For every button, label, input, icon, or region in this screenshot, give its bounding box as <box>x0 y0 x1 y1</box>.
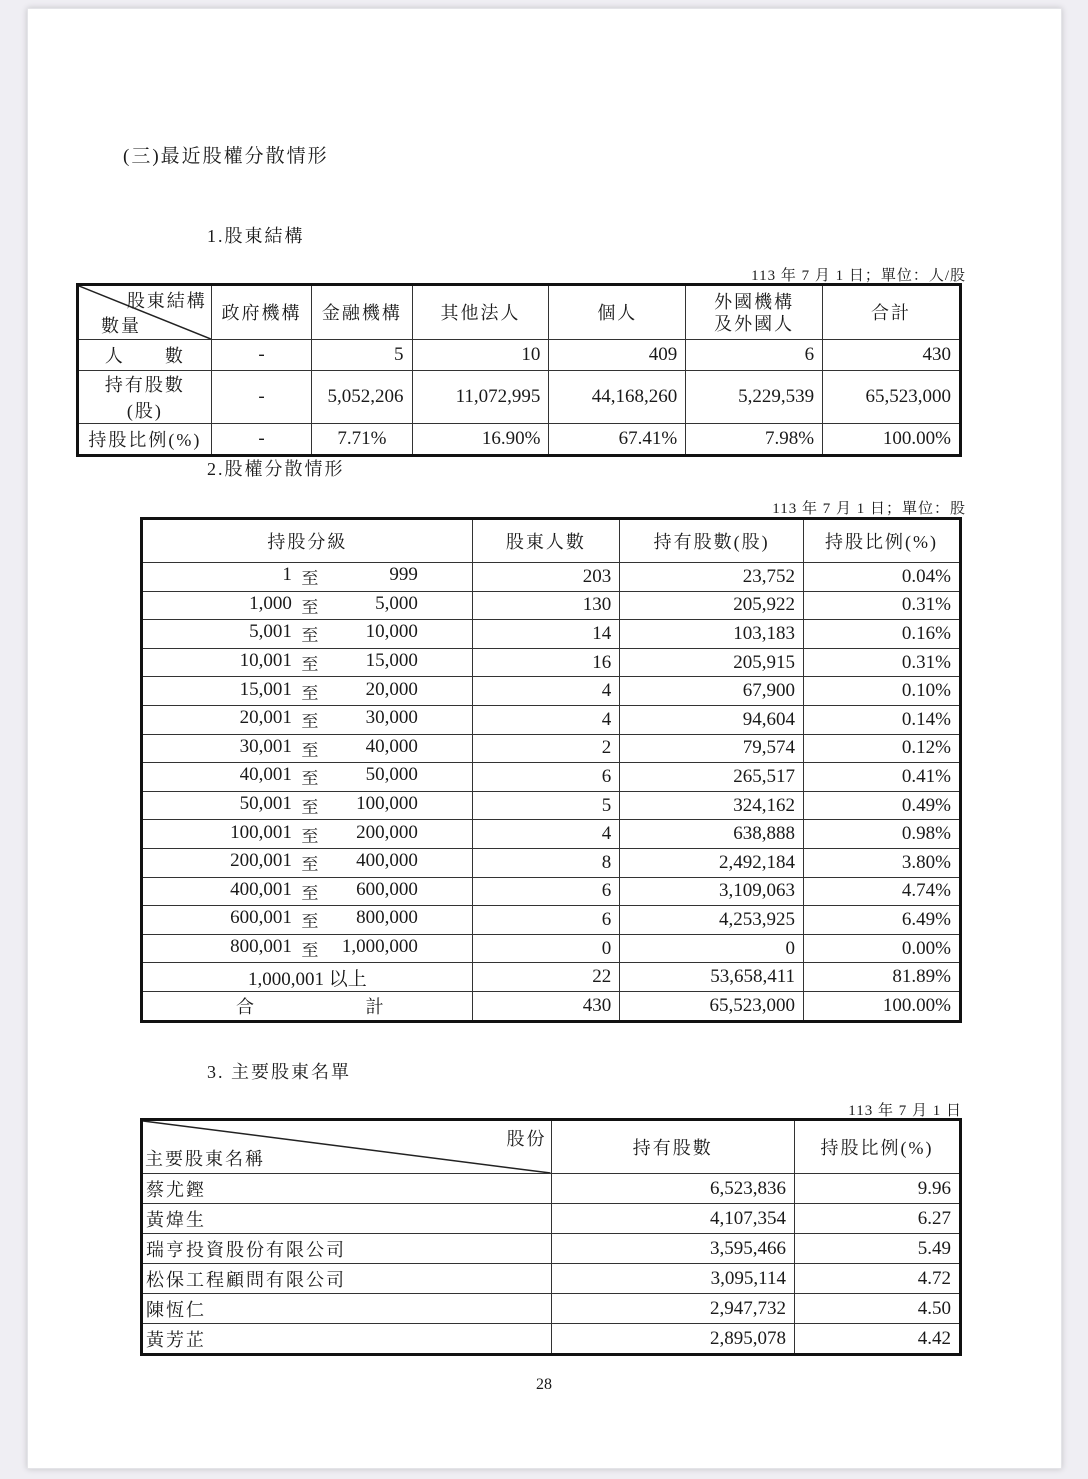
holders-cell: 6 <box>472 906 620 935</box>
table-row <box>142 734 961 763</box>
pct-cell: 0.16% <box>804 620 961 649</box>
shares-cell: 205,922 <box>620 591 804 620</box>
holders-cell: 8 <box>472 848 620 877</box>
col-header: 持有股數 <box>551 1120 794 1174</box>
major-note: 113 年 7 月 1 日 <box>848 1103 962 1119</box>
table-row <box>142 934 961 963</box>
cell: 5,052,206 <box>312 371 412 424</box>
shares-cell: 65,523,000 <box>620 991 804 1021</box>
pct-cell: 4.50 <box>794 1294 960 1324</box>
range-from: 600,001 <box>230 907 292 929</box>
shareholder-name: 瑞亨投資股份有限公司 <box>142 1234 552 1264</box>
row-label: 持有股數(股) <box>78 371 212 424</box>
col-header: 個人 <box>549 285 686 340</box>
dispersion-heading: 2.股權分散情形 <box>207 459 345 479</box>
shares-cell: 3,595,466 <box>551 1234 794 1264</box>
table-row <box>78 340 961 371</box>
shares-cell: 67,900 <box>620 677 804 706</box>
shares-cell: 2,492,184 <box>620 848 804 877</box>
range-from: 50,001 <box>239 793 292 815</box>
range-from: 1 <box>282 564 292 586</box>
range-separator: 至 <box>301 712 319 732</box>
cell: 65,523,000 <box>823 371 961 424</box>
holders-cell: 6 <box>472 763 620 792</box>
range-from: 10,001 <box>239 650 292 672</box>
cell: 5 <box>312 340 412 371</box>
table-row <box>142 620 961 649</box>
shares-cell: 4,253,925 <box>620 906 804 935</box>
pct-cell: 0.10% <box>804 677 961 706</box>
shareholder-name: 黃煒生 <box>142 1204 552 1234</box>
range-to: 600,000 <box>356 878 418 900</box>
cell: - <box>211 371 311 424</box>
table-row <box>142 648 961 677</box>
range-separator: 至 <box>301 626 319 646</box>
range-cell <box>142 648 473 677</box>
table-row <box>142 563 961 592</box>
shares-cell: 53,658,411 <box>620 963 804 992</box>
shares-cell: 3,109,063 <box>620 877 804 906</box>
shares-cell: 23,752 <box>620 563 804 592</box>
cell: - <box>211 424 311 456</box>
cell: 7.98% <box>686 424 823 456</box>
range-cell <box>142 763 473 792</box>
pct-cell: 0.41% <box>804 763 961 792</box>
pct-cell: 100.00% <box>804 991 961 1021</box>
range-separator: 至 <box>301 769 319 789</box>
range-to: 800,000 <box>356 907 418 929</box>
holders-cell: 4 <box>472 677 620 706</box>
col-header: 其他法人 <box>412 285 549 340</box>
col-header: 股東人數 <box>472 519 620 563</box>
shares-cell: 324,162 <box>620 791 804 820</box>
corner-bottom-label: 數量 <box>101 316 141 336</box>
range-from: 200,001 <box>230 850 292 872</box>
shares-cell: 79,574 <box>620 734 804 763</box>
range-to: 20,000 <box>365 678 418 700</box>
col-header <box>686 285 823 340</box>
pct-cell: 9.96 <box>794 1174 960 1204</box>
range-from: 20,001 <box>239 707 292 729</box>
holders-cell: 5 <box>472 791 620 820</box>
range-cell: 1,000,001 以上 <box>142 963 473 992</box>
corner-cell <box>142 1120 552 1174</box>
table-row <box>142 1204 961 1234</box>
cell: 44,168,260 <box>549 371 686 424</box>
shareholder-name: 蔡尤鏗 <box>142 1174 552 1204</box>
row-label: 持股比例(%) <box>78 424 212 456</box>
range-separator: 至 <box>301 683 319 703</box>
structure-note: 113 年 7 月 1 日；單位：人/股 <box>751 268 966 284</box>
corner-bottom-label: 主要股東名稱 <box>145 1149 265 1169</box>
table-row <box>142 1174 961 1204</box>
range-from: 800,001 <box>230 936 292 958</box>
dispersion-note: 113 年 7 月 1 日；單位：股 <box>772 501 966 517</box>
holders-cell: 0 <box>472 934 620 963</box>
range-cell <box>142 591 473 620</box>
pct-cell: 0.31% <box>804 648 961 677</box>
shares-cell: 103,183 <box>620 620 804 649</box>
col-header: 政府機構 <box>211 285 311 340</box>
range-from: 100,001 <box>230 821 292 843</box>
range-cell <box>142 734 473 763</box>
shares-cell: 2,947,732 <box>551 1294 794 1324</box>
holders-cell: 16 <box>472 648 620 677</box>
range-to: 999 <box>389 564 418 586</box>
table-row <box>142 877 961 906</box>
range-from: 5,001 <box>249 621 292 643</box>
shareholder-name: 黃芳芷 <box>142 1324 552 1355</box>
table-row <box>142 705 961 734</box>
col-header: 金融機構 <box>312 285 412 340</box>
range-to: 10,000 <box>365 621 418 643</box>
cell: 5,229,539 <box>686 371 823 424</box>
cell: 7.71% <box>312 424 412 456</box>
pct-cell: 3.80% <box>804 848 961 877</box>
range-separator: 至 <box>301 912 319 932</box>
range-cell <box>142 791 473 820</box>
range-separator: 至 <box>301 655 319 675</box>
col-header: 持有股數(股) <box>620 519 804 563</box>
cell: 67.41% <box>549 424 686 456</box>
range-separator: 至 <box>301 855 319 875</box>
total-label <box>142 991 473 1021</box>
range-from: 40,001 <box>239 764 292 786</box>
corner-top-label: 股份 <box>506 1129 547 1149</box>
range-cell <box>142 677 473 706</box>
pct-cell: 0.98% <box>804 820 961 849</box>
pct-cell: 0.14% <box>804 705 961 734</box>
cell: 430 <box>823 340 961 371</box>
range-to: 40,000 <box>365 735 418 757</box>
table-row <box>142 591 961 620</box>
holders-cell: 430 <box>472 991 620 1021</box>
holders-cell: 203 <box>472 563 620 592</box>
range-cell <box>142 563 473 592</box>
corner-top-label: 股東結構 <box>126 291 207 311</box>
table-row <box>142 763 961 792</box>
range-separator: 至 <box>301 941 319 961</box>
range-separator: 至 <box>301 798 319 818</box>
holders-cell: 4 <box>472 820 620 849</box>
table-row <box>142 791 961 820</box>
cell: 6 <box>686 340 823 371</box>
shares-cell: 205,915 <box>620 648 804 677</box>
pct-cell: 4.72 <box>794 1264 960 1294</box>
col-header: 持股比例(%) <box>794 1120 960 1174</box>
range-to: 15,000 <box>365 650 418 672</box>
pct-cell: 0.31% <box>804 591 961 620</box>
shares-cell: 265,517 <box>620 763 804 792</box>
range-to: 30,000 <box>365 707 418 729</box>
pct-cell: 6.27 <box>794 1204 960 1234</box>
structure-heading: 1.股東結構 <box>207 226 305 246</box>
holders-cell: 22 <box>472 963 620 992</box>
range-to: 5,000 <box>375 592 418 614</box>
shares-cell: 2,895,078 <box>551 1324 794 1355</box>
range-to: 50,000 <box>365 764 418 786</box>
shares-cell: 3,095,114 <box>551 1264 794 1294</box>
range-cell <box>142 848 473 877</box>
table-row <box>142 963 961 992</box>
range-to: 1,000,000 <box>341 936 418 958</box>
table-row <box>142 1234 961 1264</box>
cell: 409 <box>549 340 686 371</box>
total-row <box>142 991 961 1021</box>
col-header: 持股比例(%) <box>804 519 961 563</box>
major-shareholders-table <box>140 1118 962 1356</box>
shares-cell: 638,888 <box>620 820 804 849</box>
total-label-right: 計 <box>365 996 384 1017</box>
range-separator: 至 <box>301 569 319 589</box>
table-header-row <box>142 519 961 563</box>
shares-cell: 0 <box>620 934 804 963</box>
range-separator: 至 <box>301 740 319 760</box>
pct-cell: 5.49 <box>794 1234 960 1264</box>
range-separator: 至 <box>301 826 319 846</box>
cell: 100.00% <box>823 424 961 456</box>
page-number: 28 <box>536 1376 552 1393</box>
table-row <box>142 1324 961 1355</box>
major-heading: 3. 主要股東名單 <box>207 1062 351 1082</box>
cell: 10 <box>412 340 549 371</box>
shares-cell: 94,604 <box>620 705 804 734</box>
pct-cell: 0.12% <box>804 734 961 763</box>
holders-cell: 4 <box>472 705 620 734</box>
holders-cell: 14 <box>472 620 620 649</box>
range-cell <box>142 877 473 906</box>
pct-cell: 0.00% <box>804 934 961 963</box>
range-from: 15,001 <box>239 678 292 700</box>
range-from: 1,000 <box>249 592 292 614</box>
range-to: 400,000 <box>356 850 418 872</box>
range-cell <box>142 620 473 649</box>
holders-cell: 2 <box>472 734 620 763</box>
table-row <box>142 906 961 935</box>
col-header-line: 及外國人 <box>714 313 795 334</box>
cell: - <box>211 340 311 371</box>
pct-cell: 4.74% <box>804 877 961 906</box>
shareholder-structure-table <box>76 283 962 457</box>
range-to: 200,000 <box>356 821 418 843</box>
table-row <box>142 1294 961 1324</box>
range-cell <box>142 705 473 734</box>
range-cell <box>142 906 473 935</box>
total-label-left: 合 <box>236 996 254 1017</box>
table-row <box>142 848 961 877</box>
pct-cell: 4.42 <box>794 1324 960 1355</box>
range-from: 400,001 <box>230 878 292 900</box>
table-row <box>78 371 961 424</box>
table-header-row <box>142 1120 961 1174</box>
range-separator: 至 <box>301 597 319 617</box>
pct-cell: 0.49% <box>804 791 961 820</box>
shareholder-name: 松保工程顧問有限公司 <box>142 1264 552 1294</box>
pct-cell: 6.49% <box>804 906 961 935</box>
table-row <box>142 820 961 849</box>
cell: 16.90% <box>412 424 549 456</box>
shares-cell: 6,523,836 <box>551 1174 794 1204</box>
dispersion-table <box>140 517 962 1023</box>
shareholder-name: 陳恆仁 <box>142 1294 552 1324</box>
row-label: 人 數 <box>78 340 212 371</box>
table-row <box>78 424 961 456</box>
col-header: 持股分級 <box>142 519 473 563</box>
table-row <box>142 1264 961 1294</box>
range-cell <box>142 934 473 963</box>
pct-cell: 0.04% <box>804 563 961 592</box>
col-header-line: 外國機構 <box>714 291 795 312</box>
cell: 11,072,995 <box>412 371 549 424</box>
range-from: 30,001 <box>239 735 292 757</box>
table-row <box>142 677 961 706</box>
col-header: 合計 <box>823 285 961 340</box>
range-separator: 至 <box>301 883 319 903</box>
range-cell <box>142 820 473 849</box>
holders-cell: 6 <box>472 877 620 906</box>
shares-cell: 4,107,354 <box>551 1204 794 1234</box>
range-to: 100,000 <box>356 793 418 815</box>
table-header-row <box>78 285 961 340</box>
pct-cell: 81.89% <box>804 963 961 992</box>
corner-cell <box>78 285 212 340</box>
holders-cell: 130 <box>472 591 620 620</box>
section-title: (三)最近股權分散情形 <box>123 146 329 167</box>
